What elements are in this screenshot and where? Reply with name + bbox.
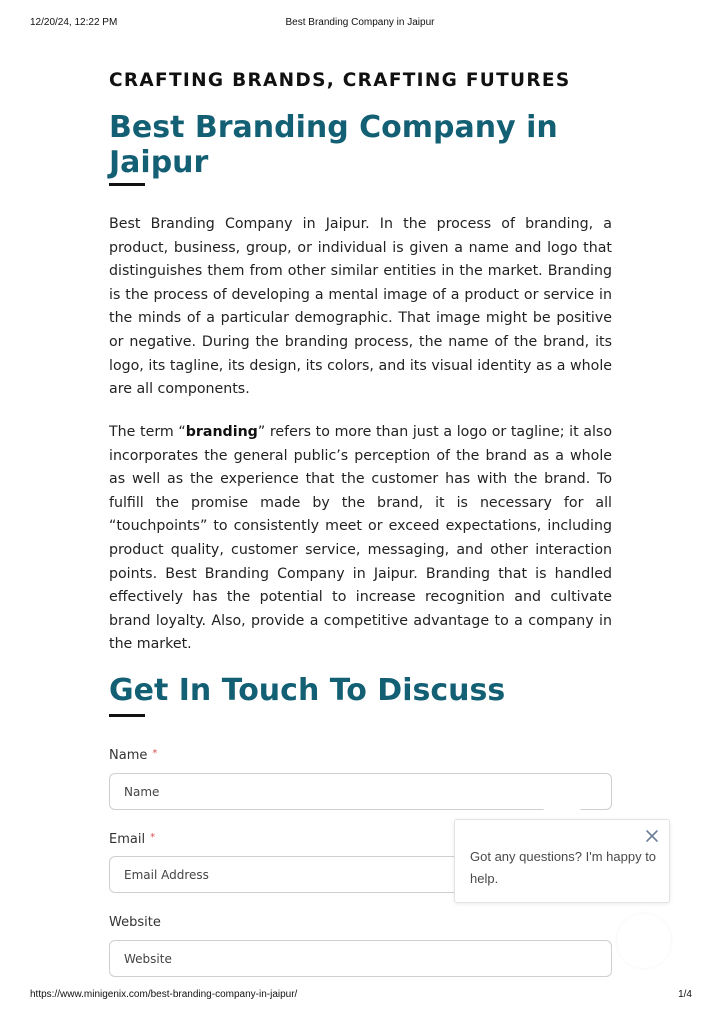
- article-paragraph-2: [109, 421, 612, 657]
- email-required-mark: *: [150, 832, 156, 843]
- name-label-text: Name: [109, 748, 148, 763]
- name-input[interactable]: [109, 773, 612, 810]
- contact-heading-underline: [109, 714, 145, 717]
- close-icon[interactable]: [644, 828, 660, 844]
- chat-launcher-button[interactable]: [617, 914, 671, 968]
- print-datetime: 12/20/24, 12:22 PM: [30, 17, 118, 28]
- print-header: [0, 17, 720, 31]
- print-footer: [0, 989, 720, 1003]
- name-label: [109, 748, 157, 763]
- website-label-text: Website: [109, 915, 161, 930]
- email-label-text: Email: [109, 832, 146, 847]
- website-input[interactable]: [109, 940, 612, 977]
- print-url: https://www.minigenix.com/best-branding-company-in-jaipur/: [30, 989, 298, 1000]
- name-required-mark: *: [152, 748, 158, 759]
- article-title: Best Branding Company in Jaipur: [109, 110, 558, 180]
- contact-heading: Get In Touch To Discuss: [109, 673, 506, 708]
- paragraph-2-text-start: The term “: [109, 424, 186, 440]
- email-label: [109, 832, 155, 847]
- print-page-title: Best Branding Company in Jaipur: [285, 17, 435, 28]
- article-eyebrow: CRAFTING BRANDS, CRAFTING FUTURES: [109, 70, 571, 91]
- branding-term: branding: [185, 424, 258, 440]
- paragraph-2-text-end: ” refers to more than just a logo or tagline; it also incorporates the general public’s perception of the brand as a whole as well as the experience that the customer has with the brand. To fulfill the promise made by the brand, it is necessary for all “touchpoints” to consistently meet or exceed expectations, including product quality, customer service, messaging, and other interaction points. Best Branding Company in Jaipur. Branding that is handled effectively has the potential to increase recognition and cultivate brand loyalty. Also, provide a competitive advantage to a company in the market.: [109, 424, 613, 653]
- close-icon-graphic: [644, 828, 660, 844]
- chat-popup: [454, 819, 670, 903]
- article-paragraph-1: Best Branding Company in Jaipur. In the process of branding, a product, business, group, or individual is given a name and logo that distinguishes them from other similar entities in the market. Branding is the process of developing a mental image of a product or service in the minds of a particular demographic. That image might be positive or negative. During the branding process, the name of the brand, its logo, its tagline, its design, its colors, and its visual identity as a whole are all components.: [109, 216, 612, 398]
- website-label: [109, 915, 161, 930]
- print-page-number: 1/4: [678, 989, 692, 1000]
- chat-message: Got any questions? I'm happy to help.: [470, 849, 657, 886]
- title-underline: [109, 183, 145, 186]
